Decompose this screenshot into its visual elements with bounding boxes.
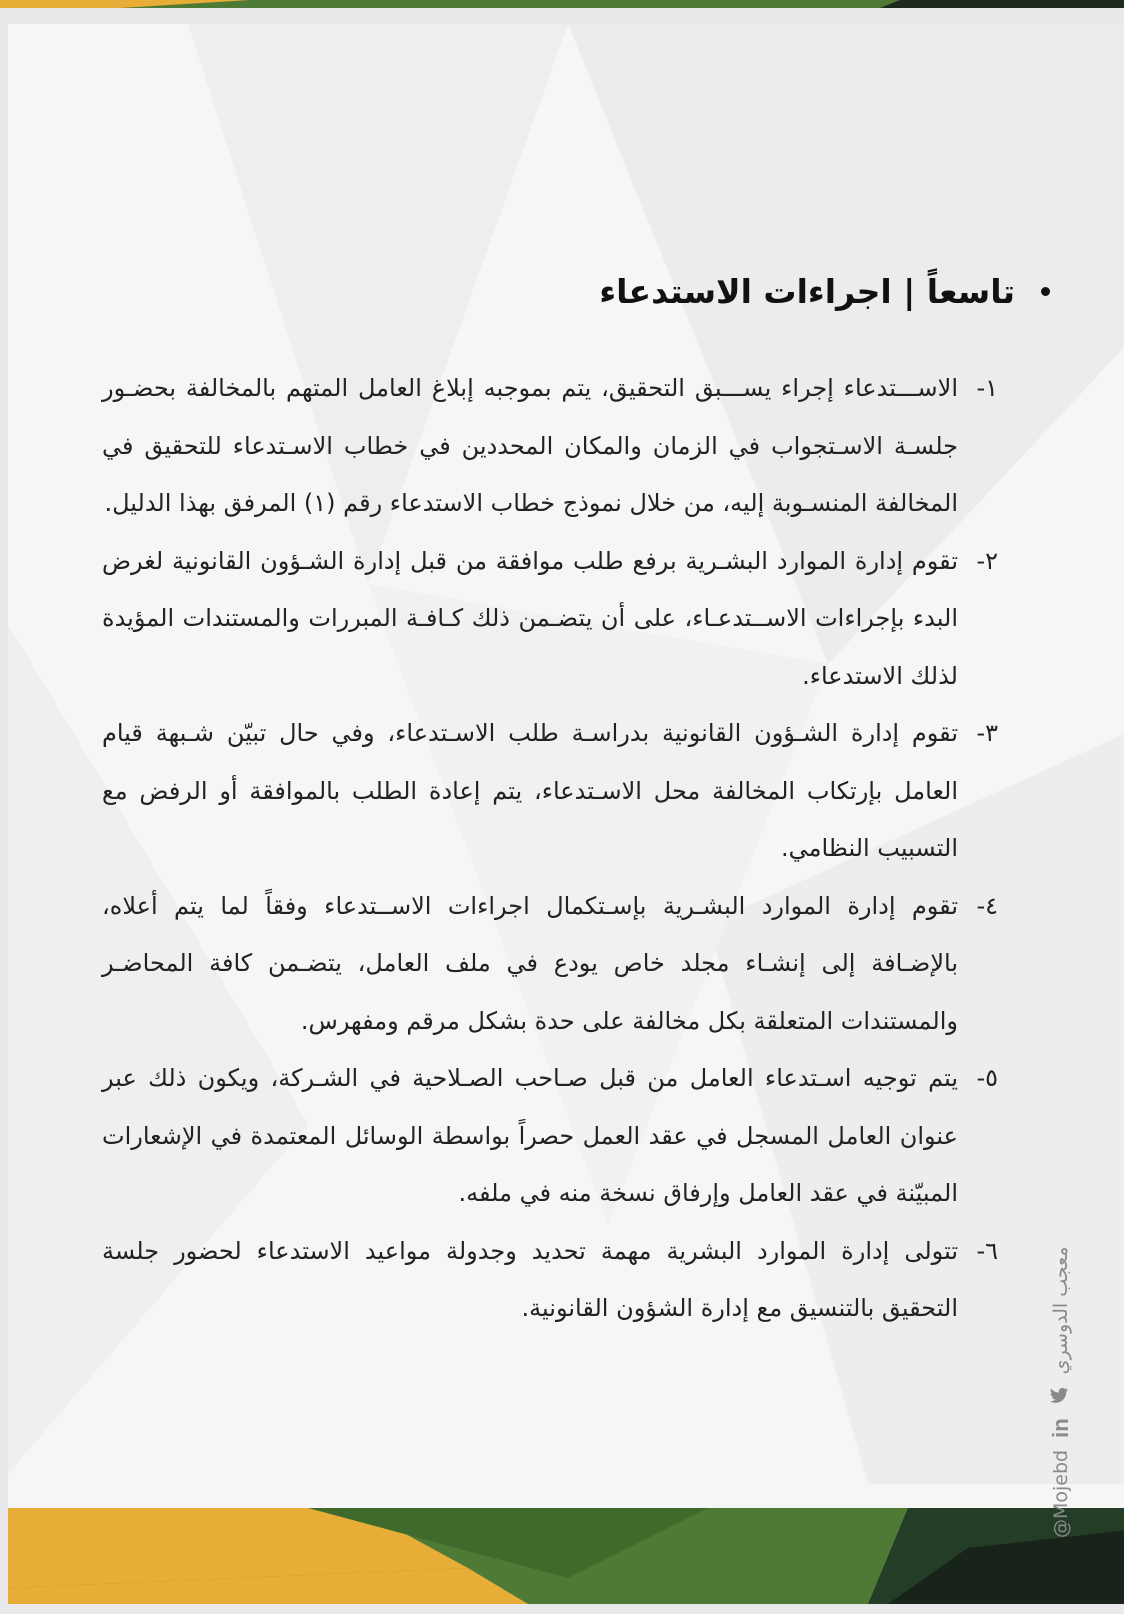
list-item	[102, 1050, 998, 1223]
bullet-icon	[1041, 287, 1050, 296]
document-page	[8, 24, 1124, 1604]
item-number: ١-	[976, 374, 998, 402]
author-credit	[1048, 1247, 1074, 1538]
author-handle: @Mojebd	[1050, 1449, 1072, 1538]
item-number: ٢-	[976, 546, 998, 575]
list-item	[102, 1223, 998, 1338]
procedure-list	[102, 360, 998, 1338]
section-title: تاسعاً | اجراءات الاستدعاء	[599, 272, 1015, 311]
list-item	[102, 878, 998, 1051]
item-text: تقوم إدارة الموارد البشـرية بإسـتكمال اجراءات الاســتدعاء وفقاً لما يتم أعلاه، بالإضـافة إلى إنشـاء مجلد خاص يودع في ملف العامل، يتضـمن كافة المحاضـر والمستندات المتعلقة بكل مخالفة على حدة بشكل مرقم ومفهرس.	[102, 891, 958, 1035]
item-text: تقوم إدارة الموارد البشـرية برفع طلب موافقة من قبل إدارة الشـؤون القانونية لغرض البدء بإجراءات الاســتدعـاء، على أن يتضـمن ذلك كـافـة المبررات والمستندات المؤيدة لذلك الاستدعاء.	[102, 546, 958, 690]
linkedin-icon[interactable]: in	[1048, 1418, 1073, 1438]
item-text: يتم توجيه اسـتدعاء العامل من قبل صـاحب الصـلاحية في الشـركة، ويكون ذلك عبر عنوان العامل المسجل في عقد العمل حصراً بواسطة الوسائل المعتمدة في الإشعارات المبيّنة في عقد العامل وإرفاق نسخة منه في ملفه.	[102, 1064, 958, 1207]
author-name: معجب الدوسري	[1050, 1246, 1072, 1375]
item-text: تقوم إدارة الشـؤون القانونية بدراسـة طلب الاسـتدعاء، وفي حال تبيّن شـبهة قيام العامل بإرتكاب المخالفة محل الاسـتدعاء، يتم إعادة الطلب بالموافقة أو الرفض مع التسبيب النظامي.	[102, 719, 958, 862]
bottom-decorative-band	[8, 1508, 1124, 1604]
item-text: الاســـتدعاء إجراء يســـبق التحقيق، يتم بموجبه إبلاغ العامل المتهم بالمخالفة بحضـور جلسـة الاسـتجواب في الزمان والمكان المحددين في خطاب الاسـتدعاء للتحقيق في المخالفة المنسـوبة إليه، من خلال نموذج خطاب الاستدعاء رقم (١) المرفق بهذا الدليل.	[102, 374, 958, 517]
item-number: ٥-	[976, 1064, 998, 1092]
item-number: ٣-	[976, 719, 998, 747]
item-number: ٤-	[976, 891, 998, 920]
top-decorative-strip	[0, 0, 1124, 8]
list-item	[102, 705, 998, 878]
list-item	[102, 533, 998, 706]
list-item	[102, 360, 998, 533]
item-number: ٦-	[976, 1236, 998, 1265]
section-heading	[599, 272, 1050, 311]
item-text: تتولى إدارة الموارد البشرية مهمة تحديد وجدولة مواعيد الاستدعاء لحضور جلسة التحقيق بالتنسيق مع إدارة الشؤون القانونية.	[102, 1236, 958, 1322]
twitter-icon[interactable]	[1050, 1386, 1073, 1406]
